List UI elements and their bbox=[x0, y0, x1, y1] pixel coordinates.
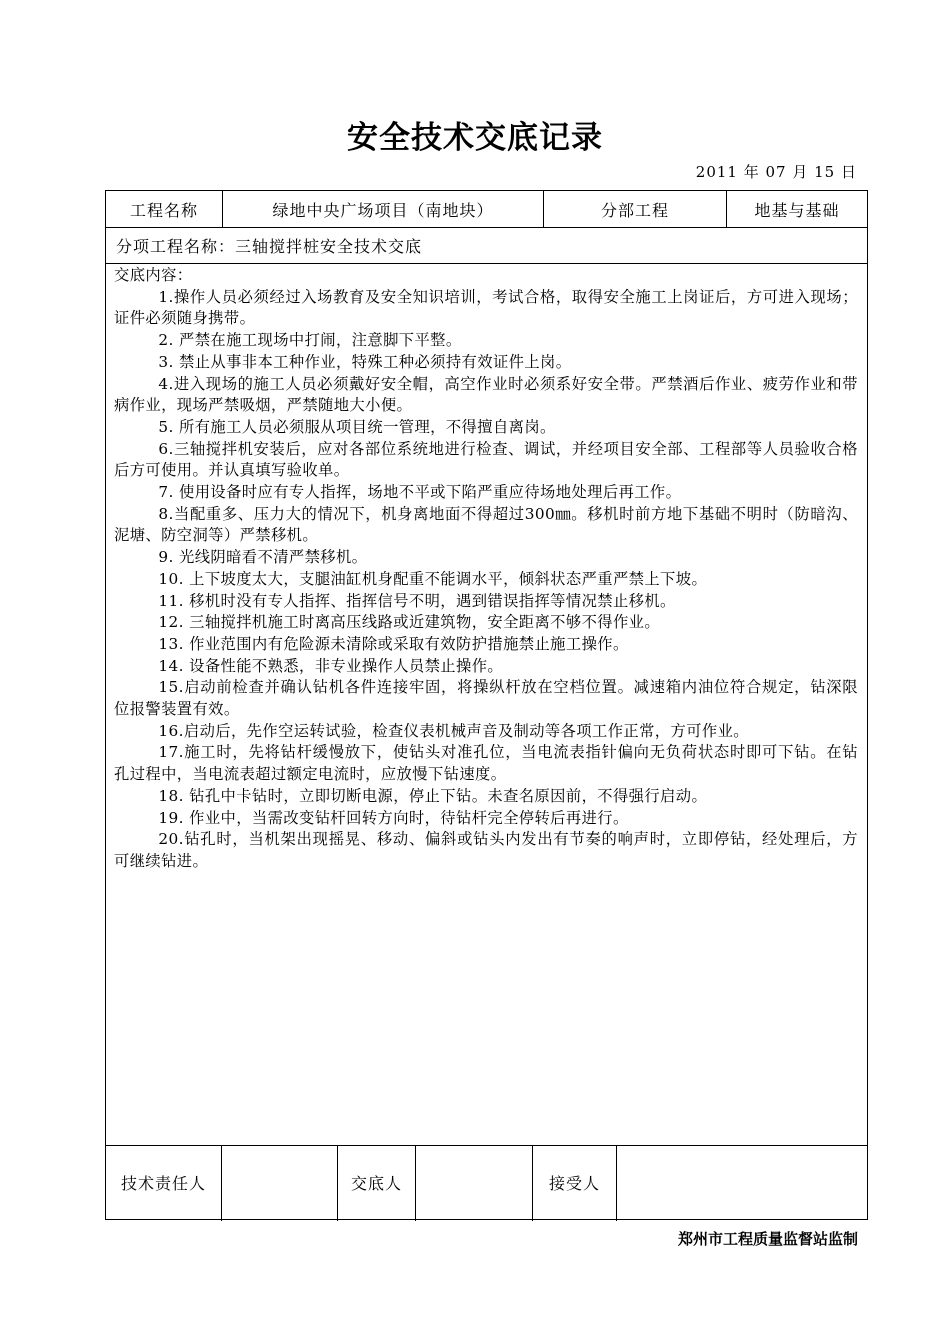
content-item: 4.进入现场的施工人员必须戴好安全帽，高空作业时必须系好安全带。严禁酒后作业、疲劳作业和带病作业，现场严禁吸烟，严禁随地大小便。 bbox=[114, 374, 858, 415]
row-divider bbox=[106, 263, 867, 264]
issuer-footer: 郑州市工程质量监督站监制 bbox=[677, 1230, 858, 1248]
document-title: 安全技术交底记录 bbox=[347, 120, 603, 156]
tech-lead-signature-field[interactable] bbox=[222, 1146, 337, 1219]
subitem-value: 三轴搅拌桩安全技术交底 bbox=[235, 237, 423, 256]
content-item: 10. 上下坡度太大，支腿油缸机身配重不能调水平，倾斜状态严重严禁上下坡。 bbox=[158, 569, 708, 588]
record-form bbox=[105, 190, 868, 1220]
division-label: 分部工程 bbox=[600, 200, 669, 220]
content-item: 16.启动后，先作空运转试验，检查仪表机械声音及制动等各项工作正常，方可作业。 bbox=[158, 721, 749, 740]
content-item: 11. 移机时没有专人指挥、指挥信号不明，遇到错误指挥等情况禁止移机。 bbox=[158, 591, 676, 610]
content-item: 18. 钻孔中卡钻时，立即切断电源，停止下钻。未查名原因前，不得强行启动。 bbox=[158, 786, 708, 805]
project-name-label: 工程名称 bbox=[129, 200, 198, 220]
content-item: 9. 光线阴暗看不清严禁移机。 bbox=[158, 548, 368, 567]
content-item: 5. 所有施工人员必须服从项目统一管理，不得擅自离岗。 bbox=[158, 417, 556, 436]
content-item: 3. 禁止从事非本工种作业，特殊工种必须持有效证件上岗。 bbox=[158, 352, 572, 371]
discloser-label: 交底人 bbox=[350, 1174, 402, 1193]
content-item: 12. 三轴搅拌机施工时离高压线路或近建筑物，安全距离不够不得作业。 bbox=[158, 613, 661, 632]
content-item: 14. 设备性能不熟悉，非专业操作人员禁止操作。 bbox=[158, 656, 504, 675]
content-item: 13. 作业范围内有危险源未清除或采取有效防护措施禁止施工操作。 bbox=[158, 634, 629, 653]
content-item: 2. 严禁在施工现场中打闹，注意脚下平整。 bbox=[158, 331, 462, 350]
subitem-label: 分项工程名称： bbox=[116, 237, 236, 256]
receiver-label: 接受人 bbox=[548, 1174, 600, 1193]
content-item: 17.施工时，先将钻杆缓慢放下，使钻头对准孔位，当电流表指针偏向无负荷状态时即可下钻。在钻孔过程中，当电流表超过额定电流时，应放慢下钻速度。 bbox=[114, 743, 858, 784]
content-item: 15.启动前检查并确认钻机各件连接牢固，将操纵杆放在空档位置。减速箱内油位符合规定，钻深限位报警装置有效。 bbox=[114, 678, 858, 719]
content-item: 7. 使用设备时应有专人指挥，场地不平或下陷严重应待场地处理后再工作。 bbox=[158, 483, 682, 502]
receiver-signature-field[interactable] bbox=[617, 1146, 867, 1219]
content-item: 1.操作人员必须经过入场教育及安全知识培训，考试合格，取得安全施工上岗证后，方可进入现场；证件必须随身携带。 bbox=[114, 287, 858, 328]
content-item: 8.当配重多、压力大的情况下，机身离地面不得超过300㎜。移机时前方地下基础不明时（防暗沟、泥塘、防空洞等）严禁移机。 bbox=[114, 504, 858, 545]
project-name-value: 绿地中央广场项目（南地块） bbox=[272, 200, 494, 220]
tech-lead-label: 技术责任人 bbox=[120, 1174, 206, 1193]
discloser-signature-field[interactable] bbox=[416, 1146, 532, 1219]
division-value: 地基与基础 bbox=[754, 200, 840, 220]
content-item: 20.钻孔时，当机架出现摇晃、移动、偏斜或钻头内发出有节奏的响声时，立即停钻，经处理后，方可继续钻进。 bbox=[114, 830, 858, 870]
content-label: 交底内容： bbox=[114, 266, 193, 284]
document-date: 2011 年 07 月 15 日 bbox=[695, 163, 857, 181]
disclosure-content bbox=[106, 265, 867, 873]
subitem-row bbox=[106, 228, 856, 263]
content-item: 6.三轴搅拌机安装后，应对各部位系统地进行检查、调试，并经项目安全部、工程部等人员验收合格后方可使用。并认真填写验收单。 bbox=[114, 439, 858, 480]
content-item: 19. 作业中，当需改变钻杆回转方向时，待钻杆完全停转后再进行。 bbox=[158, 808, 629, 827]
